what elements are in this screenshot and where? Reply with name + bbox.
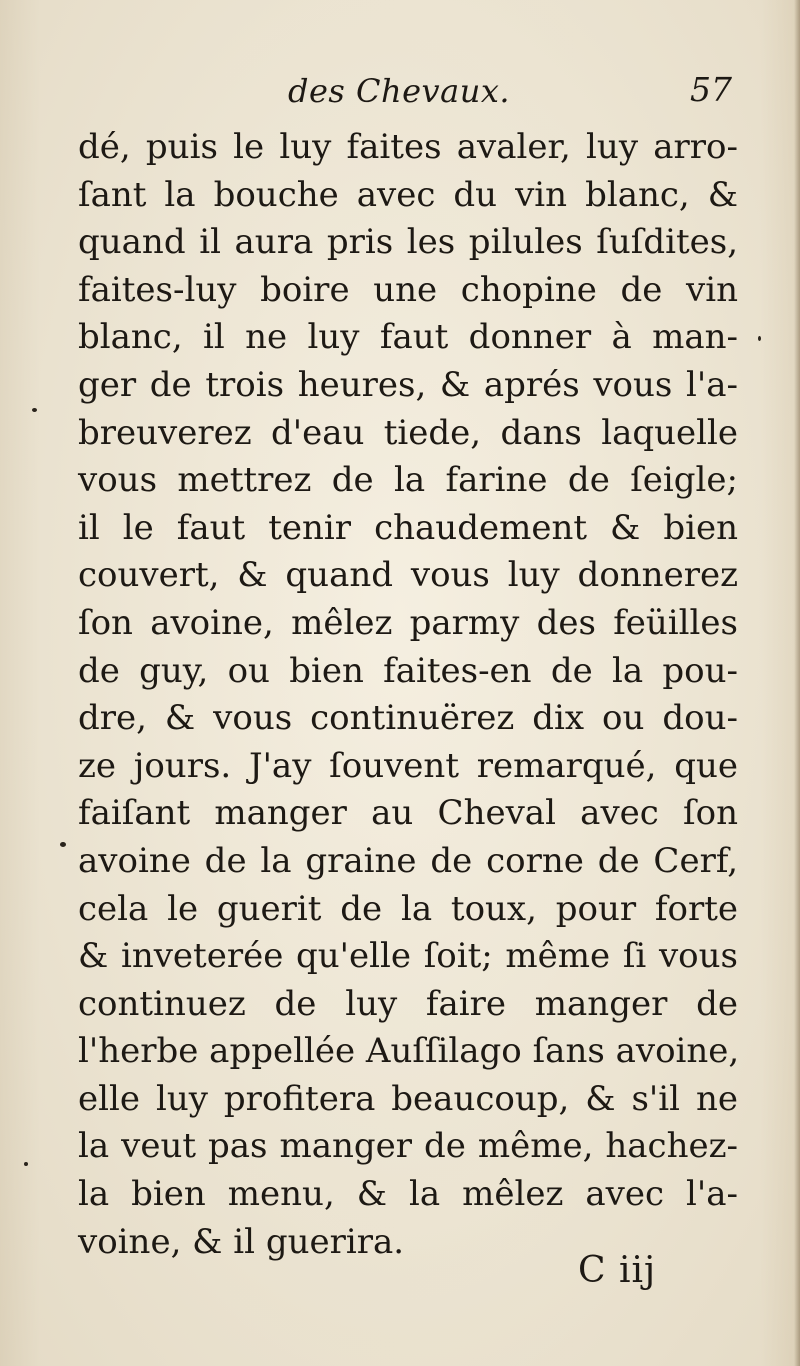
running-title: des Chevaux.	[288, 72, 511, 110]
page-edge-shadow	[794, 0, 800, 1366]
text-line: dé, puis le luy faites avaler, luy arro-	[78, 127, 738, 167]
text-line: dre, & vous continuërez dix ou dou-	[78, 698, 738, 739]
text-line: breuverez d'eau tiede, dans laquelle	[78, 412, 738, 453]
text-line: couvert, & quand vous luy donnerez	[78, 555, 738, 596]
text-line: quand il aura pris les pilules ſuſdites,	[78, 222, 738, 263]
signature-mark: C iij	[578, 1250, 657, 1291]
text-line: il le faut tenir chaudement & bien	[78, 507, 738, 548]
text-line: la veut pas manger de même, hachez-	[78, 1126, 738, 1167]
text-line: & inveterée qu'elle ſoit; même ſi vous	[78, 936, 738, 977]
text-line: de guy, ou bien faites-en de la pou-	[78, 650, 738, 691]
text-line: avoine de la graine de corne de Cerf,	[78, 840, 738, 881]
text-line: continuez de luy faire manger de	[78, 983, 738, 1024]
text-line: voine, & il guerira.	[78, 1221, 405, 1262]
text-line: cela le guerit de la toux, pour forte	[78, 888, 738, 929]
text-line: elle luy profitera beaucoup, & s'il ne	[78, 1078, 738, 1119]
ink-speck	[24, 1162, 28, 1166]
text-line: faiſant manger au Cheval avec ſon	[78, 793, 738, 834]
text-line: vous mettrez de la farine de ſeigle;	[78, 460, 738, 501]
page-header	[0, 68, 800, 118]
text-line: l'herbe appellée Auſſilago ſans avoine,	[78, 1031, 740, 1072]
text-line: ger de trois heures, & aprés vous l'a-	[78, 364, 738, 405]
ink-speck	[60, 842, 66, 847]
text-line: faites-luy boire une chopine de vin	[78, 269, 738, 310]
ink-speck	[758, 336, 761, 341]
ink-speck	[32, 408, 37, 412]
text-line: ſant la bouche avec du vin blanc, &	[78, 174, 738, 215]
text-line: la bien menu, & la mêlez avec l'a-	[78, 1174, 738, 1215]
text-line: ſon avoine, mêlez parmy des feüilles	[78, 602, 738, 643]
body-text	[78, 124, 738, 1266]
page-number: 57	[690, 70, 732, 109]
text-line: blanc, il ne luy faut donner à man-	[78, 317, 738, 358]
text-line: ze jours. J'ay ſouvent remarqué, que	[78, 745, 738, 786]
